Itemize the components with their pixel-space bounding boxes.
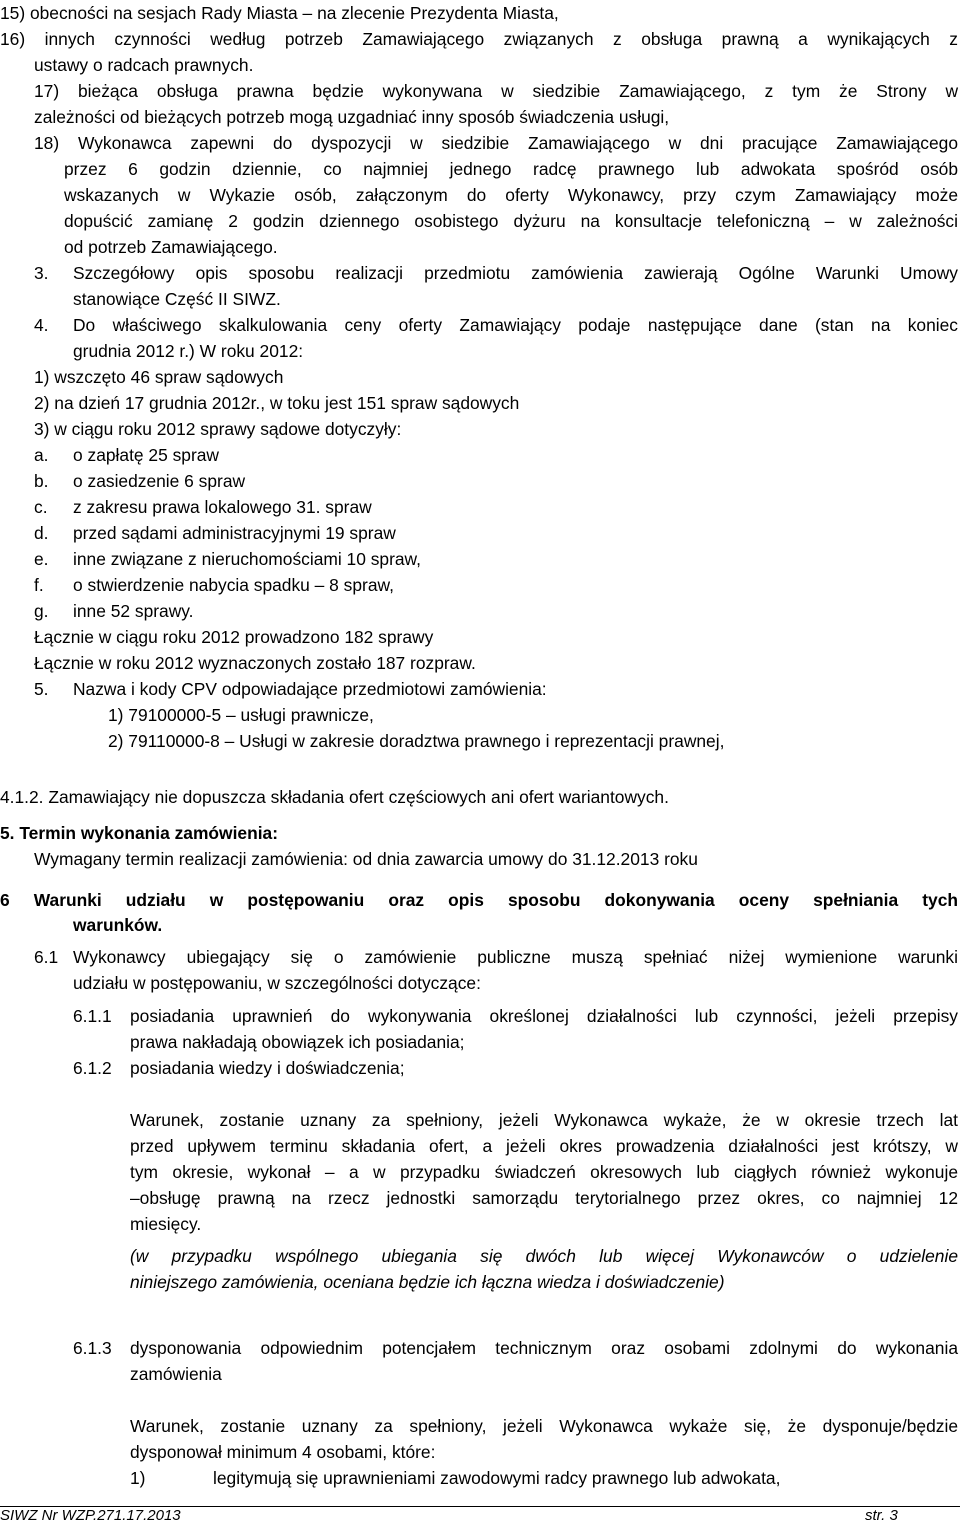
section-heading: 5. Termin wykonania zamówienia:	[0, 823, 279, 843]
text-line: grudnia 2012 r.) W roku 2012:	[73, 341, 304, 361]
text-line: o zapłatę 25 spraw	[73, 445, 219, 465]
text-line: tym okresie, wykonał – a w przypadku świadczeń okresowych lub ciągłych również wykonuje	[130, 1162, 958, 1182]
text-line: dysponował minimum 4 osobami, które:	[130, 1442, 436, 1462]
list-marker: c.	[34, 497, 48, 517]
text-line: Warunek, zostanie uznany za spełniony, jeżeli Wykonawca wykaże, że w okresie trzech lat	[130, 1110, 958, 1130]
text-line: 15) obecności na sesjach Rady Miasta – na zlecenie Prezydenta Miasta,	[0, 3, 559, 23]
text-line: 1) 79100000-5 – usługi prawnicze,	[108, 705, 374, 725]
text-line: dysponowania odpowiednim potencjałem technicznym oraz osobami zdolnymi do wykonania	[130, 1338, 958, 1358]
text-line: przez 6 godzin dziennie, co najmniej jednego radcę prawnego lub adwokata spośród osób	[64, 159, 958, 179]
text-line: 3) w ciągu roku 2012 sprawy sądowe dotyczyły:	[34, 419, 402, 439]
list-marker: 4.	[34, 315, 49, 335]
text-line: Do właściwego skalkulowania ceny oferty Zamawiający podaje następujące dane (stan na koniec	[73, 315, 958, 335]
italic-note: niniejszego zamówienia, oceniana będzie ich łączna wiedza i doświadczenie)	[130, 1272, 725, 1292]
list-marker: 5.	[34, 679, 49, 699]
list-marker: g.	[34, 601, 49, 621]
section-heading: 6 Warunki udziału w postępowaniu oraz opis sposobu dokonywania oceny spełniania tych	[0, 890, 958, 910]
text-line: przed sądami administracyjnymi 19 spraw	[73, 523, 396, 543]
text-line: 16) innych czynności według potrzeb Zamawiającego związanych z obsługa prawną a wynikających z	[0, 29, 958, 49]
text-line: zamówienia	[130, 1364, 222, 1384]
text-line: miesięcy.	[130, 1214, 202, 1234]
footer-page-number: str. 3	[865, 1507, 898, 1524]
section-heading: warunków.	[73, 915, 163, 935]
text-line: Wymagany termin realizacji zamówienia: od dnia zawarcia umowy do 31.12.2013 roku	[34, 849, 698, 869]
text-line: Wykonawcy ubiegający się o zamówienie publiczne muszą spełniać niżej wymienione warunki	[73, 947, 958, 967]
list-marker: 6.1	[34, 947, 59, 967]
text-line: wskazanych w Wykazie osób, załączonym do oferty Wykonawcy, przy czym Zamawiający może	[64, 185, 958, 205]
text-line: ustawy o radcach prawnych.	[34, 55, 254, 75]
text-line: przed upływem terminu składania ofert, a jeżeli okres prowadzenia działalności jest krótszy, w	[130, 1136, 958, 1156]
text-line: –obsługę prawną na rzecz jednostki samorządu terytorialnego przez okres, co najmniej 12	[130, 1188, 958, 1208]
text-line: prawa nakładają obowiązek ich posiadania;	[130, 1032, 465, 1052]
text-line: o zasiedzenie 6 spraw	[73, 471, 246, 491]
text-line: 4.1.2. Zamawiający nie dopuszcza składania ofert częściowych ani ofert wariantowych.	[0, 787, 669, 807]
list-marker: 3.	[34, 263, 49, 283]
footer-doc-number: SIWZ Nr WZP.271.17.2013	[0, 1507, 181, 1524]
text-line: stanowiące Część II SIWZ.	[73, 289, 281, 309]
text-line: 2) 79110000-8 – Usługi w zakresie doradztwa prawnego i reprezentacji prawnej,	[108, 731, 725, 751]
text-line: inne 52 sprawy.	[73, 601, 194, 621]
list-marker: 6.1.2	[73, 1058, 112, 1078]
text-line: Szczegółowy opis sposobu realizacji przedmiotu zamówienia zawierają Ogólne Warunki Umowy	[73, 263, 958, 283]
text-line: inne związane z nieruchomościami 10 spraw,	[73, 549, 421, 569]
text-line: Nazwa i kody CPV odpowiadające przedmiotowi zamówienia:	[73, 679, 547, 699]
text-line: 1) wszczęto 46 spraw sądowych	[34, 367, 284, 387]
text-line: Warunek, zostanie uznany za spełniony, jeżeli Wykonawca wykaże się, że dysponuje/będzie	[130, 1416, 958, 1436]
text-line: Łącznie w roku 2012 wyznaczonych zostało 187 rozpraw.	[34, 653, 476, 673]
text-line: 17) bieżąca obsługa prawna będzie wykonywana w siedzibie Zamawiającego, z tym że Strony w	[34, 81, 958, 101]
text-line: 2) na dzień 17 grudnia 2012r., w toku jest 151 spraw sądowych	[34, 393, 520, 413]
list-marker: 6.1.1	[73, 1006, 112, 1026]
text-line: posiadania uprawnień do wykonywania określonej działalności lub czynności, jeżeli przepisy	[130, 1006, 958, 1026]
text-line: Łącznie w ciągu roku 2012 prowadzono 182 sprawy	[34, 627, 434, 647]
text-line: legitymują się uprawnieniami zawodowymi radcy prawnego lub adwokata,	[213, 1468, 781, 1488]
text-line: udziału w postępowaniu, w szczególności dotyczące:	[73, 973, 481, 993]
text-line: od potrzeb Zamawiającego.	[64, 237, 278, 257]
text-line: dopuścić zamianę 2 godzin dziennego osobistego dyżuru na konsultacje telefoniczną – w zależności	[64, 211, 958, 231]
text-line: posiadania wiedzy i doświadczenia;	[130, 1058, 405, 1078]
list-marker: 6.1.3	[73, 1338, 112, 1358]
list-marker: a.	[34, 445, 49, 465]
list-marker: e.	[34, 549, 49, 569]
text-line: zależności od bieżących potrzeb mogą uzgadniać inny sposób świadczenia usługi,	[34, 107, 670, 127]
list-marker: b.	[34, 471, 49, 491]
list-marker: 1)	[130, 1468, 146, 1488]
text-line: 18) Wykonawca zapewni do dyspozycji w siedzibie Zamawiającego w dni pracujące Zamawiającego	[34, 133, 958, 153]
list-marker: d.	[34, 523, 49, 543]
italic-note: (w przypadku wspólnego ubiegania się dwóch lub więcej Wykonawców o udzielenie	[130, 1246, 958, 1266]
text-line: z zakresu prawa lokalowego 31. spraw	[73, 497, 372, 517]
text-line: o stwierdzenie nabycia spadku – 8 spraw,	[73, 575, 394, 595]
list-marker: f.	[34, 575, 44, 595]
